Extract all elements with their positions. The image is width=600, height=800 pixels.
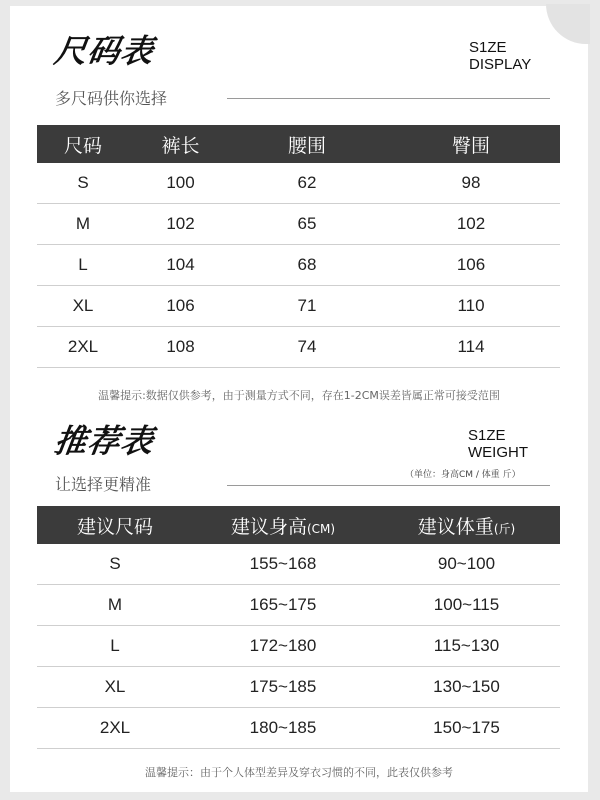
recommend-weight-cell: 150~175 (433, 718, 500, 737)
hip-cell: 110 (457, 296, 485, 315)
waist-cell: 62 (297, 173, 317, 192)
length-cell: 108 (166, 337, 195, 356)
recommend-header-size (37, 512, 193, 539)
recommend-title: 推荐表 (52, 422, 157, 460)
table-row (37, 708, 560, 749)
hip-cell: 106 (456, 255, 486, 274)
size-weight-label-line1: S1ZE (468, 427, 506, 444)
recommend-size-cell: XL (104, 677, 126, 696)
length-cell: 100 (166, 173, 195, 192)
recommend-weight-cell: 115~130 (433, 636, 500, 655)
recommend-header-weight-label: 建议体重 (417, 515, 494, 538)
size-cell: XL (72, 296, 94, 315)
table-row (37, 544, 560, 585)
recommend-table (37, 506, 560, 749)
size-cell: M (75, 214, 91, 233)
hip-cell: 98 (461, 173, 481, 192)
size-header-hip: 臀围 (451, 134, 490, 157)
table-row (37, 585, 560, 626)
size-chart-title: 尺码表 (52, 32, 157, 70)
recommend-header-weight (373, 512, 560, 539)
recommend-size-cell: 2XL (99, 718, 131, 737)
waist-cell: 68 (297, 255, 317, 274)
recommend-header-height-label: 建议身高 (230, 515, 307, 538)
table-row (37, 204, 560, 245)
size-title-divider (227, 98, 550, 99)
size-display-label-line1: S1ZE (469, 39, 507, 56)
recommend-subtitle: 让选择更精准 (55, 475, 152, 494)
size-table-header (37, 125, 560, 163)
table-row (37, 667, 560, 708)
recommend-header-size-label: 建议尺码 (76, 515, 153, 538)
size-cell: S (77, 173, 89, 192)
size-chart-subtitle: 多尺码供你选择 (55, 89, 168, 108)
page-fold-corner (546, 4, 590, 44)
recommend-height-cell: 165~175 (249, 595, 317, 614)
hip-cell: 114 (457, 337, 485, 356)
size-cell: L (78, 255, 88, 274)
recommend-size-cell: S (109, 554, 121, 573)
recommend-title-divider (227, 485, 550, 486)
waist-cell: 65 (297, 214, 317, 233)
size-chart-note: 温馨提示:数据仅供参考，由于测量方式不同，存在1-2CM误差皆属正常可接受范围 (98, 389, 500, 402)
length-cell: 102 (166, 214, 195, 233)
recommend-header-height-unit: (CM) (306, 521, 336, 536)
waist-cell: 74 (297, 337, 317, 356)
recommend-height-cell: 175~185 (249, 677, 317, 696)
size-chart-card (10, 6, 588, 792)
recommend-height-cell: 155~168 (249, 554, 317, 573)
table-row (37, 626, 560, 667)
recommend-size-cell: L (110, 636, 120, 655)
recommend-weight-cell: 90~100 (437, 554, 496, 573)
length-cell: 106 (166, 296, 195, 315)
size-display-label-line2: DISPLAY (469, 56, 532, 73)
table-row (37, 286, 560, 327)
recommend-table-header (37, 506, 560, 544)
size-cell: 2XL (67, 337, 99, 356)
size-table (37, 125, 560, 368)
recommend-height-cell: 180~185 (249, 718, 317, 737)
size-header-length: 裤长 (161, 134, 200, 157)
size-weight-label-line2: WEIGHT (468, 444, 528, 461)
recommend-header-weight-unit: (斤) (493, 521, 516, 536)
recommend-size-cell: M (107, 595, 123, 614)
size-header-size: 尺码 (63, 134, 102, 157)
recommend-note: 温馨提示：由于个人体型差异及穿衣习惯的不同，此表仅供参考 (145, 766, 453, 779)
recommend-weight-cell: 130~150 (433, 677, 500, 696)
unit-note: （单位：身高CM / 体重 斤） (405, 470, 521, 480)
table-row (37, 327, 560, 368)
waist-cell: 71 (297, 296, 317, 315)
table-row (37, 163, 560, 204)
table-row (37, 245, 560, 286)
recommend-header-height (193, 512, 373, 539)
hip-cell: 102 (456, 214, 486, 233)
recommend-weight-cell: 100~115 (433, 595, 500, 614)
size-header-waist: 腰围 (287, 134, 326, 157)
length-cell: 104 (166, 255, 195, 274)
recommend-height-cell: 172~180 (249, 636, 317, 655)
